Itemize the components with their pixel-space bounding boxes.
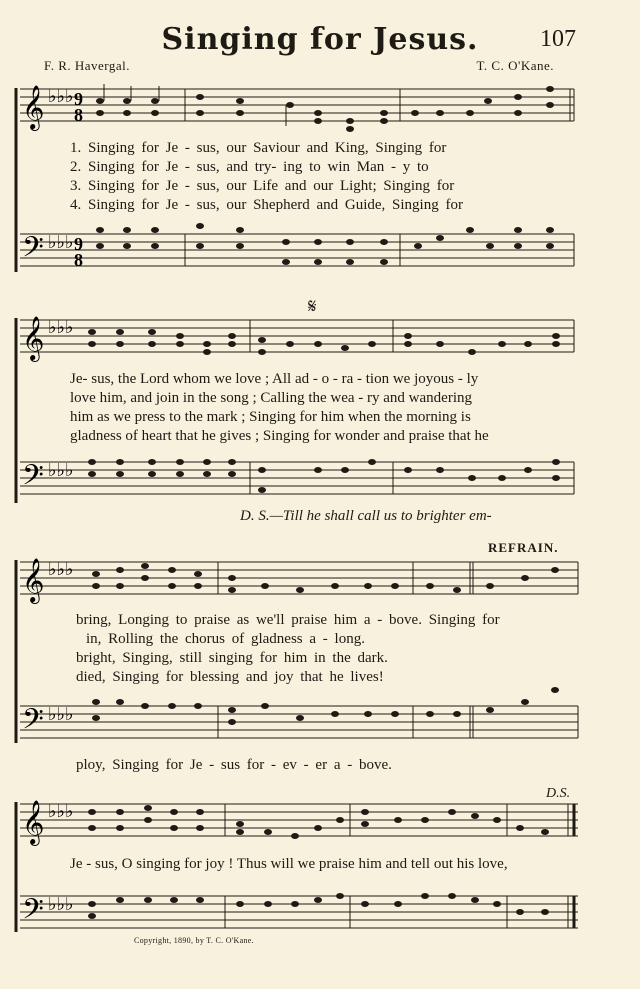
treble-clef-icon: 𝄞 — [22, 558, 45, 602]
time-sig-top: 9 — [74, 89, 83, 109]
refrain-lyric-line: Je - sus, O singing for joy ! Thus will we praise him and tell out his love, — [70, 856, 508, 872]
time-sig-bottom: 8 — [74, 250, 83, 270]
copyright-notice: Copyright, 1890, by T. C. O'Kane. — [134, 936, 254, 945]
system-1-bass-notes — [96, 223, 554, 265]
verse-3-line: him as we press to the mark ; Singing for him when the morning is — [70, 409, 471, 425]
verse-1-line: 1. Singing for Je - sus, our Saviour and King, Singing for — [70, 140, 447, 156]
time-sig-bottom: 8 — [74, 105, 83, 125]
bass-clef-icon: 𝄢 — [22, 459, 44, 499]
verse-3-line: 3. Singing for Je - sus, our Life and our Light; Singing for — [70, 178, 455, 194]
system-1-treble-notes — [96, 84, 554, 132]
flat-icon: ♭♭♭ — [48, 232, 74, 252]
verse-4-line: 4. Singing for Je - sus, our Shepherd and Guide, Singing for — [70, 197, 463, 213]
composer-credit: T. C. O'Kane. — [476, 58, 554, 73]
verse-1-line: Je- sus, the Lord whom we love ; All ad - o - ra - tion we joyous - ly — [70, 371, 479, 387]
verse-3-line: bright, Singing, still singing for him in the dark. — [76, 650, 388, 666]
flat-icon: ♭♭♭ — [48, 894, 74, 914]
system-4-bass-staff — [20, 896, 578, 928]
treble-clef-icon: 𝄞 — [22, 316, 45, 360]
flat-icon: ♭♭♭ — [48, 559, 74, 579]
flat-icon: ♭♭♭ — [48, 801, 74, 821]
ds-lyric-line: D. S.—Till he shall call us to brighter em- — [240, 508, 492, 524]
author-credit: F. R. Havergal. — [44, 58, 131, 73]
verse-4-line: gladness of heart that he gives ; Singing for wonder and praise that he — [70, 428, 489, 444]
verse-2-line: love him, and join in the song ; Calling the wea - ry and wandering — [70, 390, 472, 406]
system-1-treble-staff — [20, 89, 574, 121]
verse-2-line: in, Rolling the chorus of gladness a - long. — [86, 631, 365, 647]
segno-sign: 𝄋 — [308, 296, 317, 318]
bass-clef-icon: 𝄢 — [22, 231, 44, 271]
ds-mark: D.S. — [546, 786, 571, 801]
hymn-title: Singing for Jesus. — [161, 22, 479, 57]
verse-2-line: 2. Singing for Je - sus, and try- ing to win Man - y to — [70, 159, 429, 175]
page-number: 107 — [540, 26, 576, 52]
verse-4-line: died, Singing for blessing and joy that he lives! — [76, 669, 384, 685]
system-3-bass-staff — [20, 706, 578, 738]
flat-icon: ♭♭♭ — [48, 317, 74, 337]
system-2-treble-staff — [20, 320, 574, 352]
time-sig-top: 9 — [74, 234, 83, 254]
verse-1-line: bring, Longing to praise as we'll praise him a - bove. Singing for — [76, 612, 500, 628]
flat-icon: ♭♭♭ — [48, 460, 74, 480]
flat-icon: ♭♭♭ — [48, 704, 74, 724]
bass-clef-icon: 𝄢 — [22, 893, 44, 933]
refrain-label: REFRAIN. — [488, 540, 559, 555]
system-2-bass-staff — [20, 462, 574, 494]
flat-icon: ♭♭♭ — [48, 86, 74, 106]
treble-clef-icon: 𝄞 — [22, 800, 45, 844]
treble-clef-icon: 𝄞 — [22, 85, 45, 129]
bass-clef-icon: 𝄢 — [22, 703, 44, 743]
ds-lyric-line: ploy, Singing for Je - sus for - ev - er a - bove. — [76, 757, 392, 773]
system-1-bass-staff — [20, 234, 574, 266]
